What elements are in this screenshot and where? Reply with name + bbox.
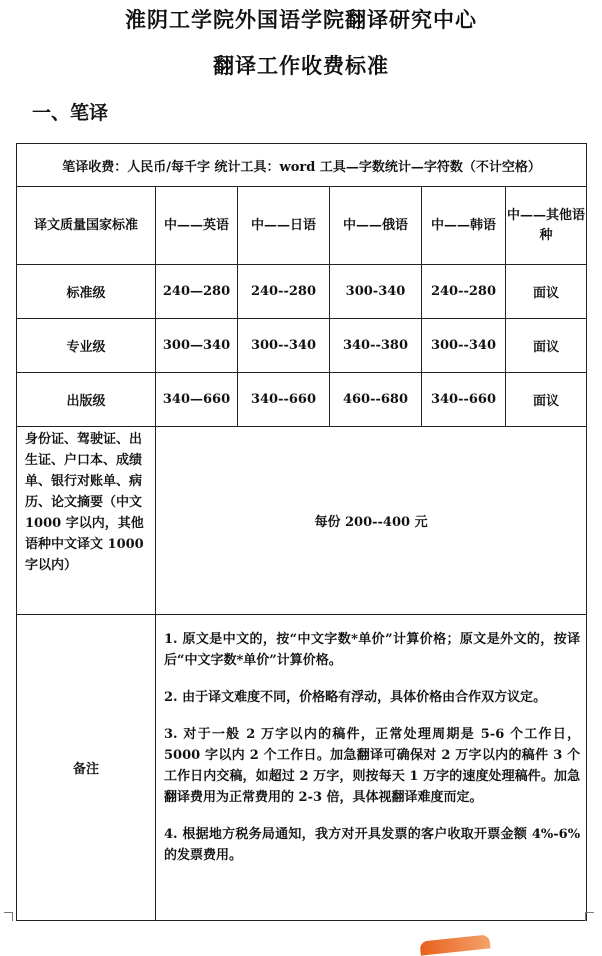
decorative-shape [419, 934, 490, 955]
document-subtitle: 翻译工作收费标准 [213, 53, 389, 78]
row-label: 标准级 [17, 265, 156, 319]
table-row [17, 319, 587, 373]
remarks-label: 备注 [17, 615, 156, 921]
price-cell: 340—660 [156, 373, 238, 427]
price-cell: 240--280 [238, 265, 330, 319]
rates-table [16, 143, 587, 921]
header-other: 中——其他语种 [506, 187, 587, 265]
remarks-row [17, 615, 587, 921]
id-documents-row [17, 427, 587, 615]
table-row [17, 265, 587, 319]
remark-item: 3. 对于一般 2 万字以内的稿件，正常处理周期是 5-6 个工作日，5000 字以内 2 个工作日。加急翻译可确保对 2 万字以内的稿件 3 个工作日内交稿，如超过 2 万字，则按每天 1 万字的速度处理稿件。加急翻译费用为正常费用的 2-3 倍，具体视翻译难度而定。 [164, 727, 581, 805]
row-label: 出版级 [17, 373, 156, 427]
price-cell: 300--340 [422, 319, 506, 373]
remark-item: 1. 原文是中文的，按“中文字数*单价”计算价格；原文是外文的，按译后“中文字数*单价”计算价格。 [164, 632, 581, 668]
price-cell: 340--380 [330, 319, 422, 373]
price-cell: 300-340 [330, 265, 422, 319]
header-japanese: 中——日语 [238, 187, 330, 265]
price-cell: 240--280 [422, 265, 506, 319]
id-documents-price: 每份 200--400 元 [156, 427, 587, 615]
price-cell: 面议 [506, 319, 587, 373]
page-corner-marker [4, 912, 13, 921]
remark-item: 4. 根据地方税务局通知，我方对开具发票的客户收取开票金额 4%-6%的发票费用。 [164, 827, 581, 863]
price-cell: 300--340 [238, 319, 330, 373]
price-cell: 面议 [506, 265, 587, 319]
id-documents-label: 身份证、驾驶证、出生证、户口本、成绩单、银行对账单、病历、论文摘要（中文 1000 字以内，其他语种中文译文 1000 字以内） [17, 427, 156, 615]
table-row [17, 373, 587, 427]
table-note: 笔译收费：人民币/每千字 统计工具：word 工具—字数统计—字符数（不计空格） [17, 144, 587, 187]
page-corner-marker [585, 912, 594, 921]
document-title: 淮阴工学院外国语学院翻译研究中心 [125, 7, 477, 32]
price-cell: 340--660 [238, 373, 330, 427]
remark-item: 2. 由于译文难度不同，价格略有浮动，具体价格由合作双方议定。 [164, 690, 547, 705]
table-note-row [17, 144, 587, 187]
header-russian: 中——俄语 [330, 187, 422, 265]
row-label: 专业级 [17, 319, 156, 373]
header-english: 中——英语 [156, 187, 238, 265]
section-heading: 一、笔译 [32, 102, 109, 124]
header-quality-standard: 译文质量国家标准 [17, 187, 156, 265]
price-cell: 340--660 [422, 373, 506, 427]
remarks-content [156, 615, 587, 921]
price-cell: 300—340 [156, 319, 238, 373]
price-cell: 面议 [506, 373, 587, 427]
table-header-row [17, 187, 587, 265]
price-cell: 240—280 [156, 265, 238, 319]
price-cell: 460--680 [330, 373, 422, 427]
header-korean: 中——韩语 [422, 187, 506, 265]
